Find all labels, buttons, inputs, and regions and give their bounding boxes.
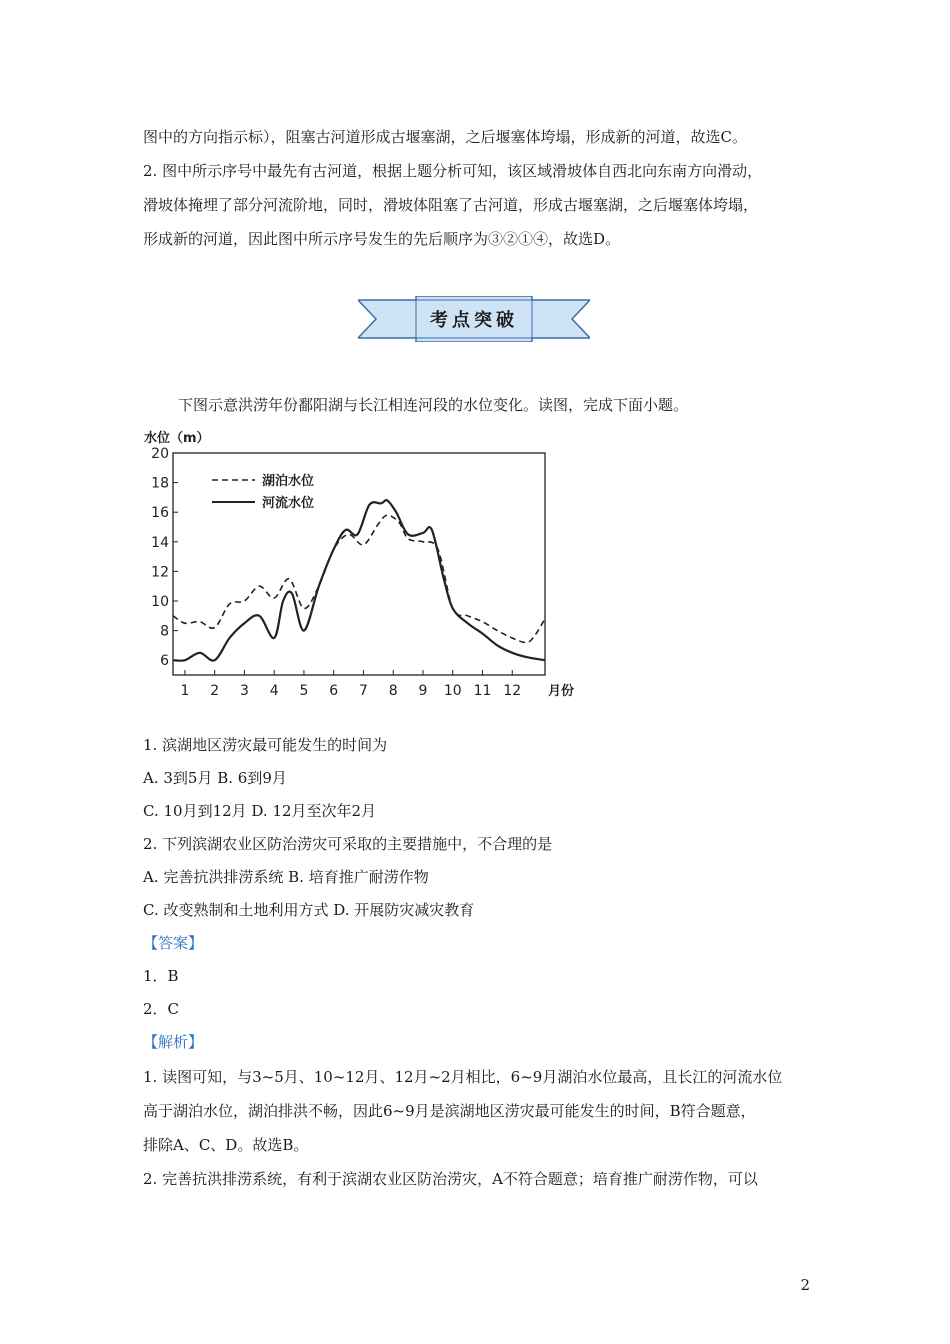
x-tick-label: 10: [443, 683, 462, 699]
x-tick-label: 9: [418, 683, 428, 699]
legend-label: 河流水位: [262, 496, 315, 511]
x-tick-label: 2: [210, 683, 220, 699]
answer-heading: 【答案】: [143, 934, 204, 952]
question-1-options-ab: A. 3到5月 B. 6到9月: [143, 769, 287, 787]
x-tick-label: 11: [473, 683, 492, 699]
banner-title: 考点突破: [430, 310, 518, 331]
x-tick-label: 8: [388, 683, 398, 699]
analysis-line: 排除A、C、D。故选B。: [143, 1136, 309, 1154]
question-1-options-cd: C. 10月到12月 D. 12月至次年2月: [143, 802, 377, 820]
y-tick-label: 6: [160, 653, 169, 670]
text-line: 形成新的河道，因此图中所示序号发生的先后顺序为③②①④，故选D。: [143, 230, 621, 248]
x-tick-label: 12: [503, 683, 522, 699]
legend-label: 湖泊水位: [262, 474, 315, 489]
answer-1: 1．B: [143, 967, 179, 985]
section-banner: [358, 296, 590, 342]
x-tick-label: 1: [180, 683, 190, 699]
text-line: 滑坡体掩埋了部分河流阶地，同时，滑坡体阻塞了古河道，形成古堰塞湖，之后堰塞体垮塌，: [143, 196, 759, 214]
analysis-line: 高于湖泊水位，湖泊排洪不畅，因此6~9月是滨湖地区涝灾最可能发生的时间，B符合题意，: [143, 1102, 756, 1120]
answer-2: 2．C: [143, 1000, 180, 1018]
x-tick-label: 5: [299, 683, 309, 699]
x-tick-label: 3: [239, 683, 249, 699]
question-2-options-ab: A. 完善抗洪排涝系统 B. 培育推广耐涝作物: [143, 868, 429, 886]
analysis-line: 1. 读图可知，与3~5月、10~12月、12月~2月相比，6~9月湖泊水位最高，且长江的河流水位: [143, 1068, 783, 1086]
page-number: 2: [800, 1276, 810, 1294]
y-axis-label: 水位（m）: [144, 431, 210, 446]
water-level-chart: [140, 422, 590, 704]
question-2-options-cd: C. 改变熟制和土地利用方式 D. 开展防灾减灾教育: [143, 901, 475, 919]
series-line-1: [173, 500, 545, 661]
question-intro: 下图示意洪涝年份鄱阳湖与长江相连河段的水位变化。读图，完成下面小题。: [178, 396, 689, 414]
text-line: 2. 图中所示序号中最先有古河道，根据上题分析可知，该区域滑坡体自西北向东南方向滑动，: [143, 162, 763, 180]
text-line: 图中的方向指示标），阻塞古河道形成古堰塞湖，之后堰塞体垮塌，形成新的河道，故选C。: [143, 128, 747, 146]
y-tick-label: 12: [151, 564, 169, 581]
x-axis-label: 月份: [548, 684, 575, 699]
y-tick-label: 10: [151, 594, 169, 610]
x-tick-label: 6: [329, 683, 339, 699]
x-tick-label: 4: [269, 683, 279, 699]
y-tick-label: 20: [151, 446, 169, 462]
y-tick-label: 14: [151, 534, 169, 551]
series-line-0: [173, 515, 545, 642]
y-tick-label: 16: [151, 505, 169, 522]
analysis-line: 2. 完善抗洪排涝系统，有利于滨湖农业区防治涝灾，A不符合题意；培育推广耐涝作物，可以: [143, 1170, 758, 1188]
x-tick-label: 7: [359, 683, 368, 699]
question-1: 1. 滨湖地区涝灾最可能发生的时间为: [143, 736, 388, 754]
plot-frame: [173, 453, 545, 675]
y-tick-label: 18: [151, 475, 169, 492]
y-tick-label: 8: [160, 623, 169, 640]
analysis-heading: 【解析】: [143, 1033, 204, 1051]
question-2: 2. 下列滨湖农业区防治涝灾可采取的主要措施中，不合理的是: [143, 835, 553, 853]
